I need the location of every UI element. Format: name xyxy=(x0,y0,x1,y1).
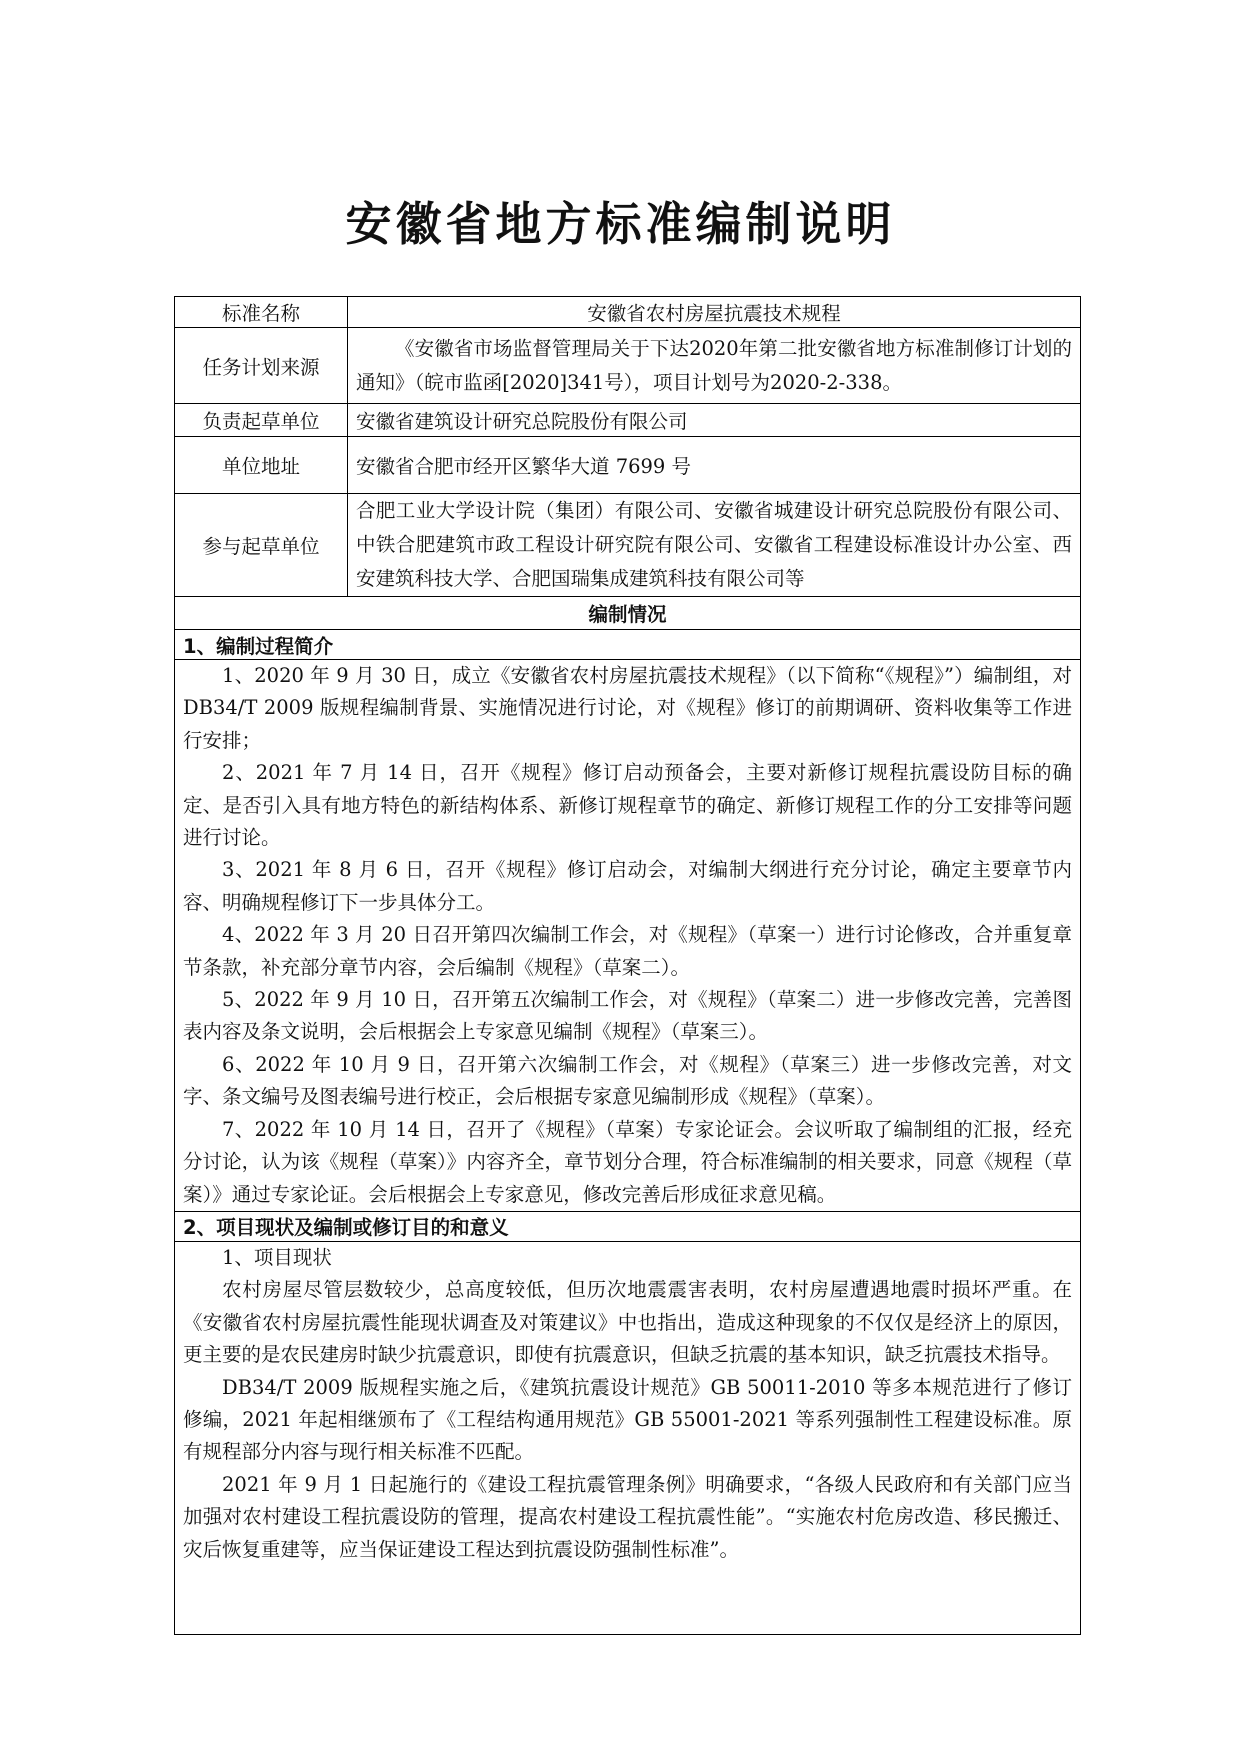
section2-title: 2、项目现状及编制或修订目的和意义 xyxy=(175,1211,1081,1241)
row-section1-body xyxy=(175,660,1081,1212)
row-compile-heading xyxy=(175,597,1081,630)
section1-paragraph: 1、2020 年 9 月 30 日，成立《安徽省农村房屋抗震技术规程》（以下简称“《规程》”）编制组，对 DB34/T 2009 版规程编制背景、实施情况进行讨论，对《规程》修订的前期调研、资料收集等工作进行安排； xyxy=(183,664,1072,752)
section2-paragraph: 2021 年 9 月 1 日起施行的《建设工程抗震管理条例》明确要求，“各级人民政府和有关部门应当加强对农村建设工程抗震设防的管理，提高农村建设工程抗震性能”。“实施农村危房改造、移民搬迁、灾后恢复重建等，应当保证建设工程达到抗震设防强制性标准”。 xyxy=(183,1472,1072,1561)
section2-paragraph: 1、项目现状 xyxy=(222,1245,332,1269)
standard-info-table xyxy=(174,296,1081,1635)
row-section2-title xyxy=(175,1211,1081,1241)
document-title: 安徽省地方标准编制说明 xyxy=(345,197,896,251)
section2-paragraph: DB34/T 2009 版规程实施之后，《建筑抗震设计规范》GB 50011-2010 等多本规范进行了修订修编，2021 年起相继颁布了《工程结构通用规范》GB 55001-2021 等系列强制性工程建设标准。原有规程部分内容与现行相关标准不匹配。 xyxy=(183,1375,1072,1464)
row-task-source xyxy=(175,328,1081,404)
section1-paragraph: 7、2022 年 10 月 14 日，召开了《规程》（草案）专家论证会。会议听取了编制组的汇报，经充分讨论，认为该《规程（草案）》内容齐全，章节划分合理，符合标准编制的相关要求，同意《规程（草案）》通过专家论证。会后根据会上专家意见，修改完善后形成征求意见稿。 xyxy=(183,1117,1072,1206)
row-standard-name xyxy=(175,297,1081,328)
value-task-source: 《安徽省市场监督管理局关于下达2020年第二批安徽省地方标准制修订计划的通知》（皖市监函[2020]341号），项目计划号为2020-2-338。 xyxy=(348,328,1081,404)
section2-body xyxy=(175,1241,1081,1634)
label-standard-name: 标准名称 xyxy=(175,297,348,328)
row-participants xyxy=(175,494,1081,597)
value-participants: 合肥工业大学设计院（集团）有限公司、安徽省城建设计研究总院股份有限公司、中铁合肥建筑市政工程设计研究院有限公司、安徽省工程建设标准设计办公室、西安建筑科技大学、合肥国瑞集成建筑科技有限公司等 xyxy=(348,494,1081,597)
value-standard-name: 安徽省农村房屋抗震技术规程 xyxy=(348,297,1081,328)
section1-paragraph: 3、2021 年 8 月 6 日，召开《规程》修订启动会，对编制大纲进行充分讨论，确定主要章节内容、明确规程修订下一步具体分工。 xyxy=(183,858,1072,914)
row-lead-unit xyxy=(175,404,1081,437)
label-participants: 参与起草单位 xyxy=(175,494,348,597)
section1-body xyxy=(175,660,1081,1212)
section1-paragraph: 5、2022 年 9 月 10 日，召开第五次编制工作会，对《规程》（草案二）进一步修改完善，完善图表内容及条文说明，会后根据会上专家意见编制《规程》（草案三）。 xyxy=(183,988,1072,1044)
section1-paragraph: 6、2022 年 10 月 9 日，召开第六次编制工作会，对《规程》（草案三）进一步修改完善，对文字、条文编号及图表编号进行校正，会后根据专家意见编制形成《规程》（草案）。 xyxy=(183,1052,1072,1109)
section1-title: 1、编制过程简介 xyxy=(175,630,1081,660)
row-section1-title xyxy=(175,630,1081,660)
section1-paragraph: 2、2021 年 7 月 14 日，召开《规程》修订启动预备会，主要对新修订规程抗震设防目标的确定、是否引入具有地方特色的新结构体系、新修订规程章节的确定、新修订规程工作的分工安排等问题进行讨论。 xyxy=(183,761,1072,850)
value-lead-unit: 安徽省建筑设计研究总院股份有限公司 xyxy=(348,404,1081,437)
row-section2-body xyxy=(175,1241,1081,1634)
label-address: 单位地址 xyxy=(175,437,348,494)
label-task-source: 任务计划来源 xyxy=(175,328,348,404)
compile-heading: 编制情况 xyxy=(175,597,1081,630)
label-lead-unit: 负责起草单位 xyxy=(175,404,348,437)
section2-paragraph: 农村房屋尽管层数较少，总高度较低，但历次地震震害表明，农村房屋遭遇地震时损坏严重。在《安徽省农村房屋抗震性能现状调查及对策建议》中也指出，造成这种现象的不仅仅是经济上的原因，更主要的是农民建房时缺少抗震意识，即使有抗震意识，但缺乏抗震的基本知识，缺乏抗震技术指导。 xyxy=(183,1278,1072,1367)
value-address: 安徽省合肥市经开区繁华大道 7699 号 xyxy=(348,437,1081,494)
row-address xyxy=(175,437,1081,494)
section1-paragraph: 4、2022 年 3 月 20 日召开第四次编制工作会，对《规程》（草案一）进行讨论修改，合并重复章节条款，补充部分章节内容，会后编制《规程》（草案二）。 xyxy=(183,923,1072,979)
